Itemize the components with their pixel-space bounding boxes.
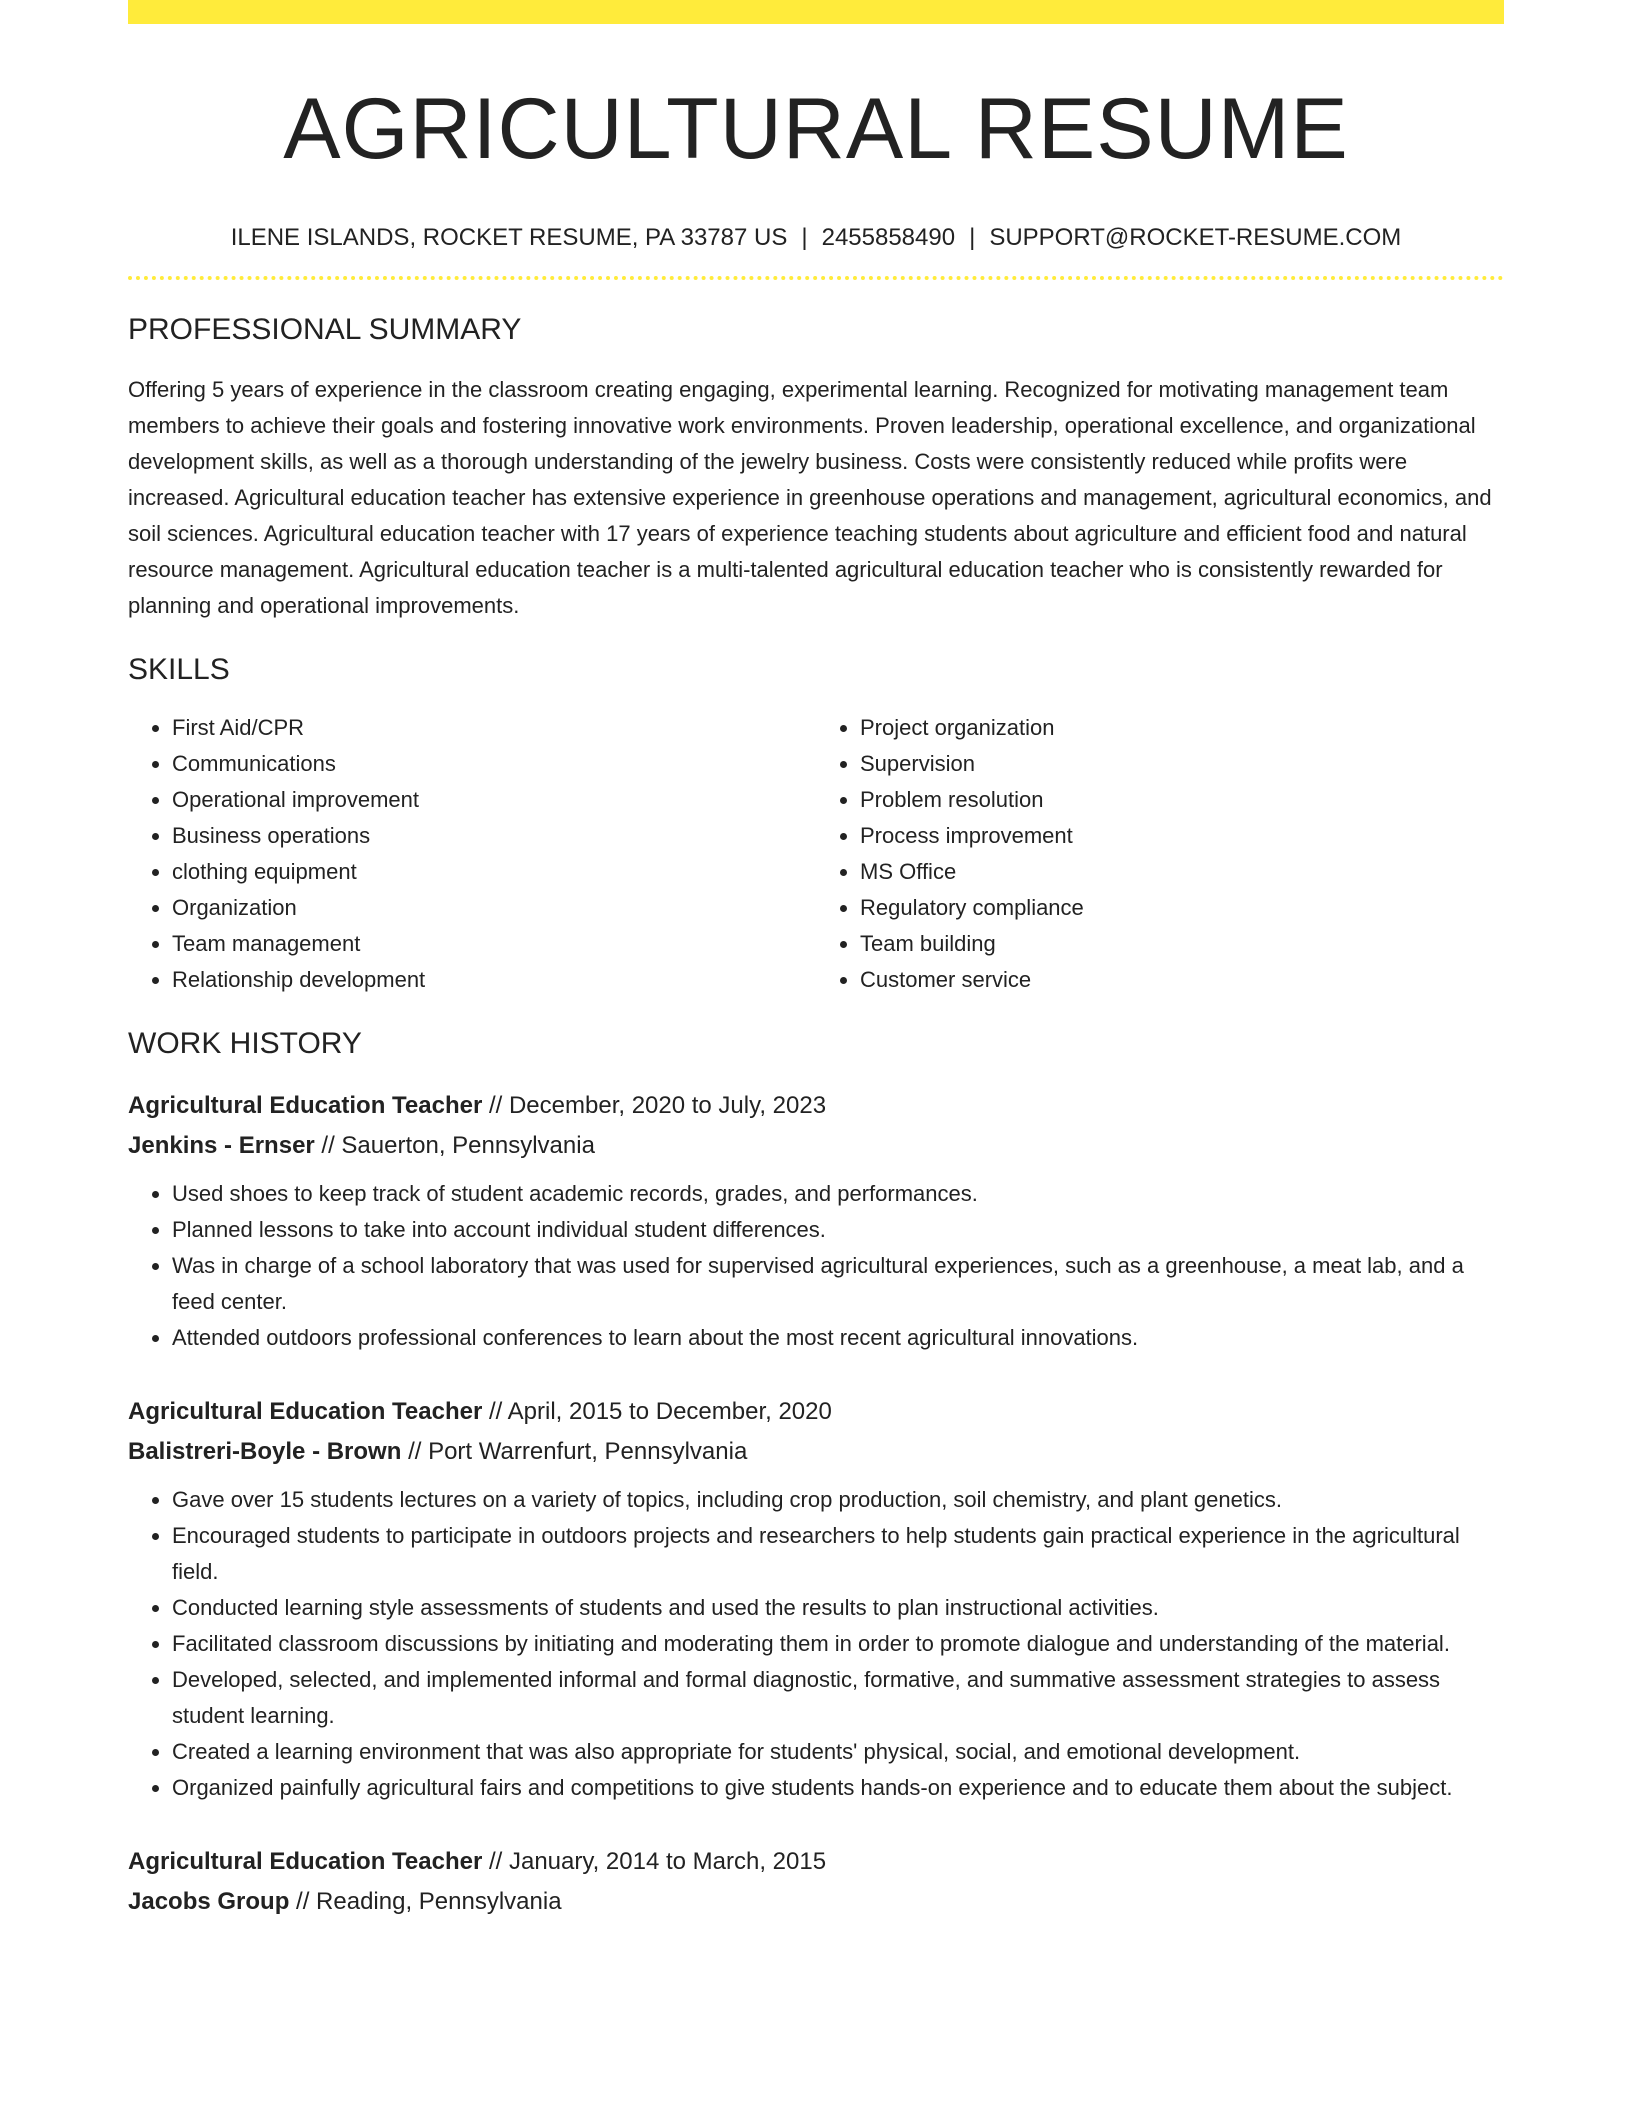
job-company-line [128,1882,1504,1922]
job-bullet: • Encouraged students to participate in outdoors projects and researchers to help students gain practical experience in the agricultural field. [172,1518,1504,1590]
job-location: // Reading, Pennsylvania [296,1887,562,1915]
job-location: // Sauerton, Pennsylvania [321,1131,595,1159]
job-role-line [128,1842,1504,1882]
job-company-line [128,1432,1504,1472]
contact-line [128,222,1504,254]
skills-heading: SKILLS [128,652,230,686]
skills-column-left [128,710,816,998]
job-entry [128,1392,1504,1806]
job-role: Agricultural Education Teacher [128,1847,483,1875]
skill-item: • Customer service [860,962,1504,998]
job-bullet: • Created a learning environment that was also appropriate for students' physical, social, and emotional development. [172,1734,1504,1770]
contact-separator: | [969,223,976,251]
contact-address: ILENE ISLANDS, ROCKET RESUME, PA 33787 US [230,223,788,251]
job-bullet: • Conducted learning style assessments of students and used the results to plan instructional activities. [172,1590,1504,1626]
job-entry [128,1086,1504,1356]
job-dates: // April, 2015 to December, 2020 [488,1397,832,1425]
skill-item: • Problem resolution [860,782,1504,818]
dotted-divider [128,276,1504,280]
job-bullets [128,1176,1504,1356]
skill-item: • Business operations [172,818,816,854]
skill-item: • Team management [172,926,816,962]
work-history-heading: WORK HISTORY [128,1026,362,1060]
skill-item: • Organization [172,890,816,926]
job-bullet: • Gave over 15 students lectures on a variety of topics, including crop production, soil chemistry, and plant genetics. [172,1482,1504,1518]
skill-item: • clothing equipment [172,854,816,890]
job-bullet: • Planned lessons to take into account individual student differences. [172,1212,1504,1248]
job-role-line [128,1392,1504,1432]
job-company: Jacobs Group [128,1887,290,1915]
skill-item: • MS Office [860,854,1504,890]
job-dates: // December, 2020 to July, 2023 [488,1091,827,1119]
job-location: // Port Warrenfurt, Pennsylvania [408,1437,748,1465]
resume-name: AGRICULTURAL RESUME [283,81,1349,177]
skill-item: • First Aid/CPR [172,710,816,746]
skills-grid [128,710,1504,998]
skill-item: • Project organization [860,710,1504,746]
job-company-line [128,1126,1504,1166]
contact-email: SUPPORT@ROCKET-RESUME.COM [989,223,1402,251]
summary-heading: PROFESSIONAL SUMMARY [128,312,522,346]
job-bullets [128,1482,1504,1806]
job-dates: // January, 2014 to March, 2015 [488,1847,827,1875]
skill-item: • Supervision [860,746,1504,782]
job-role: Agricultural Education Teacher [128,1397,483,1425]
job-entry [128,1842,1504,1922]
job-role-line [128,1086,1504,1126]
job-bullet: • Developed, selected, and implemented informal and formal diagnostic, formative, and summative assessment strategies to assess student learning. [172,1662,1504,1734]
skill-item: • Operational improvement [172,782,816,818]
job-bullet: • Organized painfully agricultural fairs and competitions to give students hands-on experience and to educate them about the subject. [172,1770,1504,1806]
skill-item: • Team building [860,926,1504,962]
job-role: Agricultural Education Teacher [128,1091,483,1119]
job-bullet: • Attended outdoors professional conferences to learn about the most recent agricultural innovations. [172,1320,1504,1356]
summary-text: Offering 5 years of experience in the classroom creating engaging, experimental learning. Recognized for motivating management team members to achieve their goals and fostering innovative work environments. Proven leadership, operational excellence, and organizational development skills, as well as a thorough understanding of the jewelry business. Costs were consistently reduced while profits were increased. Agricultural education teacher has extensive experience in greenhouse operations and management, agricultural economics, and soil sciences. Agricultural education teacher with 17 years of experience teaching students about agriculture and efficient food and natural resource management. Agricultural education teacher is a multi-talented agricultural education teacher who is consistently rewarded for planning and operational improvements. [128,376,1492,618]
top-accent-bar [128,0,1504,24]
skill-item: • Communications [172,746,816,782]
job-bullet: • Facilitated classroom discussions by initiating and moderating them in order to promote dialogue and understanding of the material. [172,1626,1504,1662]
job-company: Jenkins - Ernser [128,1131,315,1159]
skill-item: • Regulatory compliance [860,890,1504,926]
skills-column-right [816,710,1504,998]
resume-page [128,0,1504,1922]
contact-separator: | [801,223,808,251]
job-bullet: • Used shoes to keep track of student academic records, grades, and performances. [172,1176,1504,1212]
job-bullet: • Was in charge of a school laboratory that was used for supervised agricultural experiences, such as a greenhouse, a meat lab, and a feed center. [172,1248,1504,1320]
skill-item: • Relationship development [172,962,816,998]
job-company: Balistreri-Boyle - Brown [128,1437,402,1465]
skill-item: • Process improvement [860,818,1504,854]
contact-phone: 2455858490 [821,223,956,251]
